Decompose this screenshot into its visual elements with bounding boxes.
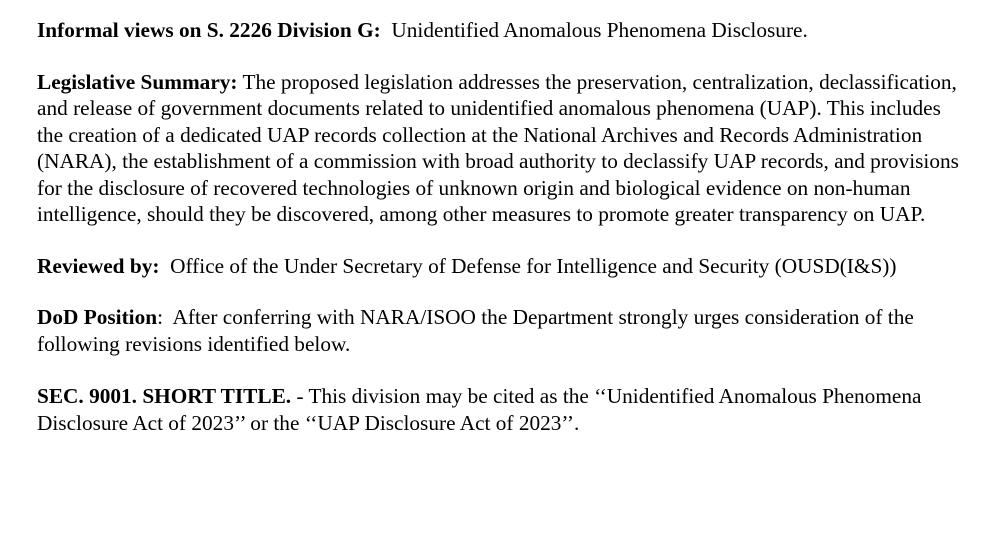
reviewed-by-paragraph xyxy=(37,253,967,280)
reviewed-by-text: Office of the Under Secretary of Defense for Intelligence and Security (OUSD(I&S)) xyxy=(170,253,897,278)
document-page xyxy=(37,17,967,436)
legislative-summary-text: The proposed legislation addresses the preservation, centralization, declassification, and release of government documents related to unidentified anomalous phenomena (UAP). This includes the creation of a dedicated UAP records collection at the National Archives and Records Administration (NARA), the establishment of a commission with broad authority to declassify UAP records, and provisions for the disclosure of recovered technologies of unknown origin and biological evidence on non-human intelligence, should they be discovered, among other measures to promote greater transparency on UAP. xyxy=(37,69,959,226)
header-paragraph xyxy=(37,17,967,44)
section-label: SEC. 9001. SHORT TITLE. xyxy=(37,384,292,408)
header-label: Informal views on S. 2226 Division G: xyxy=(37,18,381,42)
dod-position-paragraph xyxy=(37,304,967,357)
section-paragraph xyxy=(37,383,967,436)
section-text: - This division may be cited as the ‘‘Unidentified Anomalous Phenomena Disclosure Act of 2023’’ or the ‘‘UAP Disclosure Act of 2023’’. xyxy=(37,384,922,435)
legislative-summary-label: Legislative Summary: xyxy=(37,69,238,94)
dod-position-label: DoD Position xyxy=(37,305,158,329)
dod-position-text: After conferring with NARA/ISOO the Department strongly urges consideration of the following revisions identified below. xyxy=(37,305,914,356)
legislative-summary-paragraph xyxy=(37,69,967,228)
header-text: Unidentified Anomalous Phenomena Disclosure. xyxy=(391,18,808,42)
reviewed-by-label: Reviewed by: xyxy=(37,253,160,278)
dod-position-colon: : xyxy=(157,305,164,329)
